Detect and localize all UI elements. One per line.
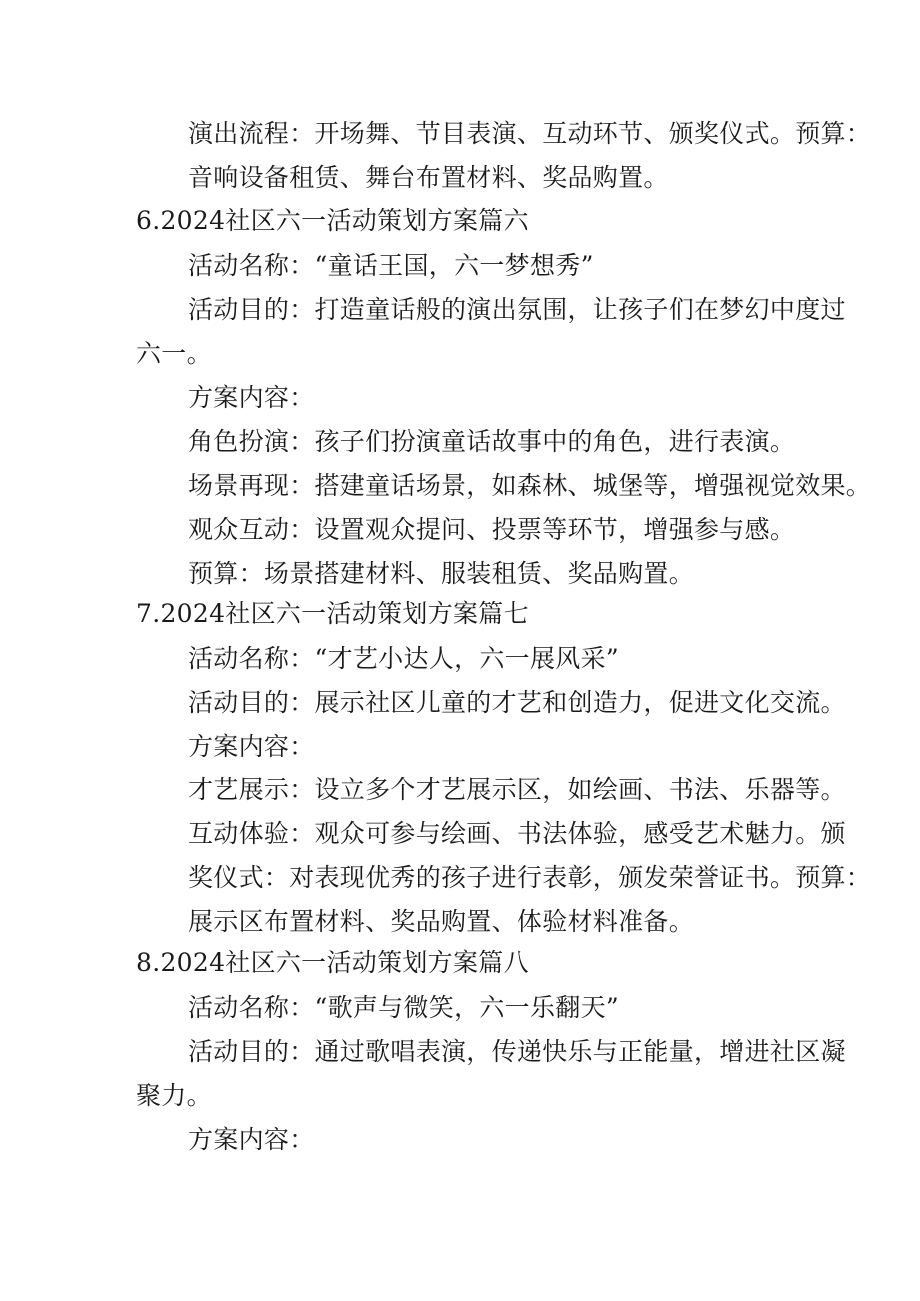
- paragraph-line: 活动名称：“歌声与微笑，六一乐翻天”: [188, 993, 619, 1022]
- paragraph-line: 聚力。: [136, 1081, 212, 1110]
- section-heading: 7.2024社区六一活动策划方案篇七: [136, 599, 529, 628]
- paragraph-line: 演出流程：开场舞、节目表演、互动环节、颁奖仪式。预算：: [188, 119, 872, 148]
- paragraph-line: 活动目的：打造童话般的演出氛围，让孩子们在梦幻中度过: [188, 295, 846, 324]
- paragraph-line: 观众互动：设置观众提问、投票等环节，增强参与感。: [188, 515, 796, 544]
- paragraph-line: 展示区布置材料、奖品购置、体验材料准备。: [188, 907, 695, 936]
- paragraph-line: 六一。: [136, 339, 212, 368]
- paragraph-line: 预算：场景搭建材料、服装租赁、奖品购置。: [188, 559, 695, 588]
- paragraph-line: 互动体验：观众可参与绘画、书法体验，感受艺术魅力。颁: [188, 819, 846, 848]
- section-heading: 6.2024社区六一活动策划方案篇六: [136, 206, 529, 235]
- paragraph-line: 方案内容：: [188, 1125, 315, 1154]
- paragraph-line: 奖仪式：对表现优秀的孩子进行表彰，颁发荣誉证书。预算：: [188, 863, 872, 892]
- section-heading: 8.2024社区六一活动策划方案篇八: [136, 948, 529, 977]
- paragraph-line: 活动名称：“童话王国，六一梦想秀”: [188, 251, 594, 280]
- paragraph-line: 音响设备租赁、舞台布置材料、奖品购置。: [188, 163, 669, 192]
- paragraph-line: 方案内容：: [188, 732, 315, 761]
- paragraph-line: 场景再现：搭建童话场景，如森林、城堡等，增强视觉效果。: [188, 471, 872, 500]
- paragraph-line: 活动目的：展示社区儿童的才艺和创造力，促进文化交流。: [188, 688, 846, 717]
- paragraph-line: 才艺展示：设立多个才艺展示区，如绘画、书法、乐器等。: [188, 775, 846, 804]
- paragraph-line: 方案内容：: [188, 383, 315, 412]
- paragraph-line: 角色扮演：孩子们扮演童话故事中的角色，进行表演。: [188, 427, 796, 456]
- paragraph-line: 活动名称：“才艺小达人，六一展风采”: [188, 644, 619, 673]
- paragraph-line: 活动目的：通过歌唱表演，传递快乐与正能量，增进社区凝: [188, 1037, 846, 1066]
